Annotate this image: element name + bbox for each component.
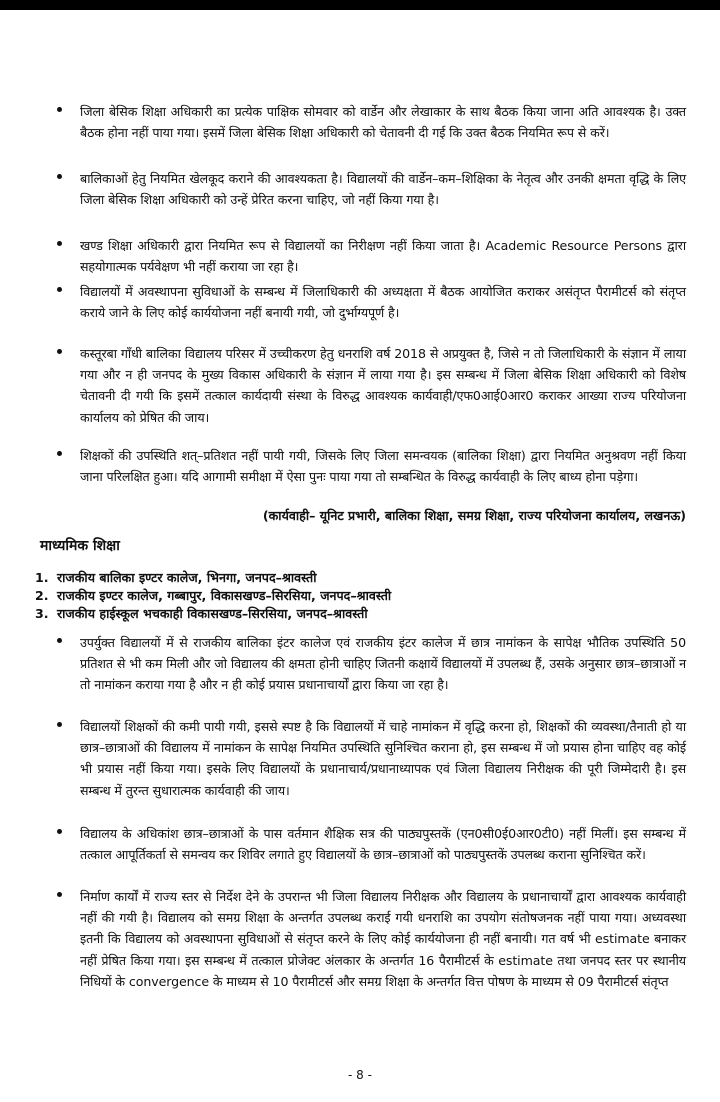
- list-item: [80, 281, 686, 323]
- observation-text: विद्यालयों शिक्षकों की कमी पायी गयी, इससे स्पष्ट है कि विद्यालयों में चाहे नामांकन में वृद्धि करना हो, शिक्षकों की व्यवस्था/तैनाती हो या छात्र–छात्राओं की विद्यालय में नामांकन के सापेक्ष नियमित उपस्थिति सुनिश्चित कराना हो, इस सम्बन्ध में जो प्रयास होना चाहिए वह कोई भी प्रयास नहीं किया गया। इसके लिए विद्यालयों के प्रधानाचार्य/प्रधानाध्यापक एवं जिला विद्यालय निरीक्षक की पूरी जिम्मेदारी है। इस सम्बन्ध में तुरन्त सुधारात्मक कार्यवाही की जाय।: [80, 719, 686, 798]
- observation-text: विद्यालयों में अवस्थापना सुविधाओं के सम्बन्ध में जिलाधिकारी की अध्यक्षता में बैठक आयोजित कराकर असंतृप्त पैरामीटर्स को संतृप्त कराये जाने के लिए कोई कार्ययोजना नहीं बनायी गयी, जो दुर्भाग्यपूर्ण है।: [80, 284, 686, 321]
- bullet-icon: [57, 349, 62, 354]
- section-heading-secondary-education: माध्यमिक शिक्षा: [40, 538, 120, 554]
- action-responsibility-note: (कार्यवाही– यूनिट प्रभारी, बालिका शिक्षा, समग्र शिक्षा, राज्य परियोजना कार्यालय, लखनऊ): [262, 508, 686, 523]
- bullet-icon: [57, 174, 62, 179]
- list-item: [80, 168, 686, 210]
- list-item: [80, 445, 686, 487]
- school-number: 2.: [35, 588, 49, 603]
- list-item: [80, 343, 686, 428]
- school-item: [35, 586, 685, 605]
- bullet-icon: [57, 829, 62, 834]
- school-name: राजकीय हाईस्कूल भचकाही विकासखण्ड–सिरसिया, जनपद–श्रावस्ती: [57, 606, 368, 621]
- observation-text: शिक्षकों की उपस्थिति शत्–प्रतिशत नहीं पायी गयी, जिसके लिए जिला समन्वयक (बालिका शिक्षा) द्वारा नियमित अनुश्रवण नहीं किया जाना परिलक्षित हुआ। यदि आगामी समीक्षा में ऐसा पुनः पाया गया तो सम्बन्धित के विरुद्ध कार्यवाही के लिए बाध्य होना पड़ेगा।: [80, 448, 686, 485]
- school-number: 3.: [35, 606, 49, 621]
- bullet-icon: [57, 638, 62, 643]
- bullet-icon: [57, 892, 62, 897]
- bullet-icon: [57, 241, 62, 246]
- bullet-icon: [57, 107, 62, 112]
- list-item: [80, 632, 686, 696]
- list-item: [80, 823, 686, 865]
- bullet-icon: [57, 722, 62, 727]
- bullet-icon: [57, 287, 62, 292]
- list-item: [80, 886, 686, 992]
- list-item: [80, 716, 686, 801]
- bullet-icon: [57, 451, 62, 456]
- list-item: [80, 235, 686, 277]
- observation-text: कस्तूरबा गाँधी बालिका विद्यालय परिसर में उच्चीकरण हेतु धनराशि वर्ष 2018 से अप्रयुक्त है, जिसे न तो जिलाधिकारी के संज्ञान में लाया गया और न ही जनपद के मुख्य विकास अधिकारी के संज्ञान में लाया गया है। इस सम्बन्ध में जिला बेसिक शिक्षा अधिकारी को विशेष चेतावनी दी गयी कि इसमें तत्काल कार्यदायी संस्था के विरुद्ध आवश्यक कार्यवाही/एफ0आई0आर0 कराकर आख्या राज्य परियोजना कार्यालय को प्रेषित की जाय।: [80, 346, 686, 425]
- observation-text: विद्यालय के अधिकांश छात्र–छात्राओं के पास वर्तमान शैक्षिक सत्र की पाठ्यपुस्तकें (एन0सी0ई0आर0टी0) नहीं मिलीं। इस सम्बन्ध में तत्काल आपूर्तिकर्ता से समन्वय कर शिविर लगाते हुए विद्यालयों के छात्र–छात्राओं को पाठ्यपुस्तकें उपलब्ध कराना सुनिश्चित करें।: [80, 826, 686, 863]
- observation-text: निर्माण कार्यों में राज्य स्तर से निर्देश देने के उपरान्त भी जिला विद्यालय निरीक्षक और विद्यालय के प्रधानाचार्यों द्वारा आवश्यक कार्यवाही नहीं की गयी है। विद्यालय को समग्र शिक्षा के अन्तर्गत उपलब्ध कराई गयी धनराशि का उपयोग संतोषजनक नहीं पाया गया। अध्यवस्था इतनी कि विद्यालय को अवस्थापना सुविधाओं से संतृप्त करने के लिए कोई कार्ययोजना ही नहीं बनायी। गत वर्ष भी estimate बनाकर नहीं प्रेषित किया गया। इस सम्बन्ध में तत्काल प्रोजेक्ट अंलकार के अन्तर्गत 16 पैरामीटर्स के estimate तथा जनपद स्तर पर स्थानीय निधियों के convergence के माध्यम से 10 पैरामीटर्स और समग्र शिक्षा के अन्तर्गत वित्त पोषण के माध्यम से 09 पैरामीटर्स संतृप्त: [80, 889, 686, 989]
- top-border-bar: [0, 0, 720, 10]
- observation-text: जिला बेसिक शिक्षा अधिकारी का प्रत्येक पाक्षिक सोमवार को वार्डेन और लेखाकार के साथ बैठक किया जाना अति आवश्यक है। उक्त बैठक होना नहीं पाया गया। इसमें जिला बेसिक शिक्षा अधिकारी को चेतावनी दी गई कि उक्त बैठक नियमित रूप से करें।: [80, 104, 686, 141]
- school-name: राजकीय इण्टर कालेज, गब्बापुर, विकासखण्ड–सिरसिया, जनपद–श्रावस्ती: [57, 588, 392, 603]
- observation-text: खण्ड शिक्षा अधिकारी द्वारा नियमित रूप से विद्यालयों का निरीक्षण नहीं किया जाता है। Academic Resource Persons द्वारा सहयोगात्मक पर्यवेक्षण भी नहीं कराया जा रहा है।: [80, 238, 686, 275]
- school-item: [35, 568, 685, 587]
- school-item: [35, 604, 685, 623]
- page-number: - 8 -: [348, 1068, 372, 1082]
- list-item: [80, 101, 686, 143]
- observation-text: उपर्युक्त विद्यालयों में से राजकीय बालिका इंटर कालेज एवं राजकीय इंटर कालेज में छात्र नामांकन के सापेक्ष भौतिक उपस्थिति 50 प्रतिशत से भी कम मिली और जो विद्यालय की क्षमता होनी चाहिए जितनी कक्षायें विद्यालयों में उपलब्ध हैं, उसके अनुसार छात्र–छात्राओं न तो नामांकन कराया गया है और न ही कोई प्रयास प्रधानाचार्यों द्वारा किया जा रहा है।: [80, 635, 686, 693]
- school-name: राजकीय बालिका इण्टर कालेज, भिनगा, जनपद–श्रावस्ती: [57, 570, 317, 585]
- school-number: 1.: [35, 570, 49, 585]
- observation-text: बालिकाओं हेतु नियमित खेलकूद कराने की आवश्यकता है। विद्यालयों की वार्डेन–कम–शिक्षिका के नेतृत्व और उनकी क्षमता वृद्धि के लिए जिला बेसिक शिक्षा अधिकारी को उन्हें प्रेरित करना चाहिए, जो नहीं किया गया है।: [80, 171, 686, 208]
